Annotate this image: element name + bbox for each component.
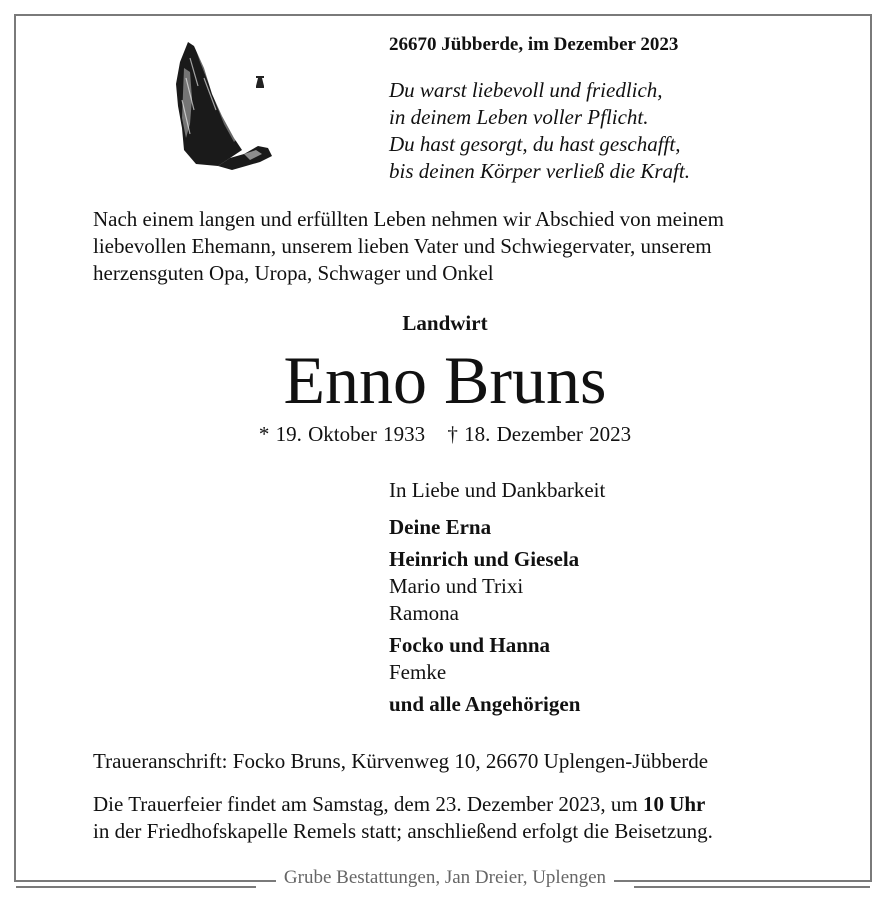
family-member: Deine Erna (389, 515, 492, 539)
salutation: In Liebe und Dankbarkeit (389, 478, 606, 502)
service-time: 10 Uhr (642, 792, 706, 816)
poem-line: Du hast gesorgt, du hast geschafft, (389, 132, 681, 156)
life-dates (0, 422, 890, 447)
intro-line: liebevollen Ehemann, unserem lieben Vater und Schwiegervater, unserem (93, 234, 712, 258)
mourning-address: Traueranschrift: Focko Bruns, Kürvenweg 10, 26670 Uplengen-Jübberde (93, 749, 709, 773)
deceased-name: Enno Bruns (283, 342, 607, 418)
intro-line: Nach einem langen und erfüllten Leben nehmen wir Abschied von meinem (93, 207, 724, 231)
poem-line: Du warst liebevoll und friedlich, (389, 78, 663, 102)
poem (389, 77, 690, 185)
family-member: und alle Angehörigen (389, 692, 581, 716)
intro-line: herzensguten Opa, Uropa, Schwager und Onkel (93, 261, 494, 285)
praying-hands-icon (160, 38, 280, 173)
service-line-2: in der Friedhofskapelle Remels statt; anschließend erfolgt die Beisetzung. (93, 819, 713, 843)
funeral-home (0, 867, 890, 889)
death-date: † 18. Dezember 2023 (447, 422, 632, 446)
service-info (93, 791, 713, 845)
family-member: Mario und Trixi (389, 574, 524, 598)
intro-text (93, 206, 813, 287)
family-list (389, 477, 605, 718)
funeral-home-label: Grube Bestattungen, Jan Dreier, Uplengen (276, 867, 614, 888)
poem-line: in deinem Leben voller Pflicht. (389, 105, 649, 129)
place-date: 26670 Jübberde, im Dezember 2023 (389, 34, 679, 55)
family-member: Heinrich und Giesela (389, 547, 580, 571)
birth-date: * 19. Oktober 1933 (258, 422, 426, 446)
occupation: Landwirt (402, 311, 488, 335)
service-line-1 (93, 791, 713, 818)
church-mark-icon (256, 76, 264, 88)
family-member: Focko und Hanna (389, 633, 551, 657)
poem-line: bis deinen Körper verließ die Kraft. (389, 159, 690, 183)
service-text: Die Trauerfeier findet am Samstag, dem 23. Dezember 2023, um (93, 792, 643, 816)
family-member: Femke (389, 660, 447, 684)
family-member: Ramona (389, 601, 459, 625)
